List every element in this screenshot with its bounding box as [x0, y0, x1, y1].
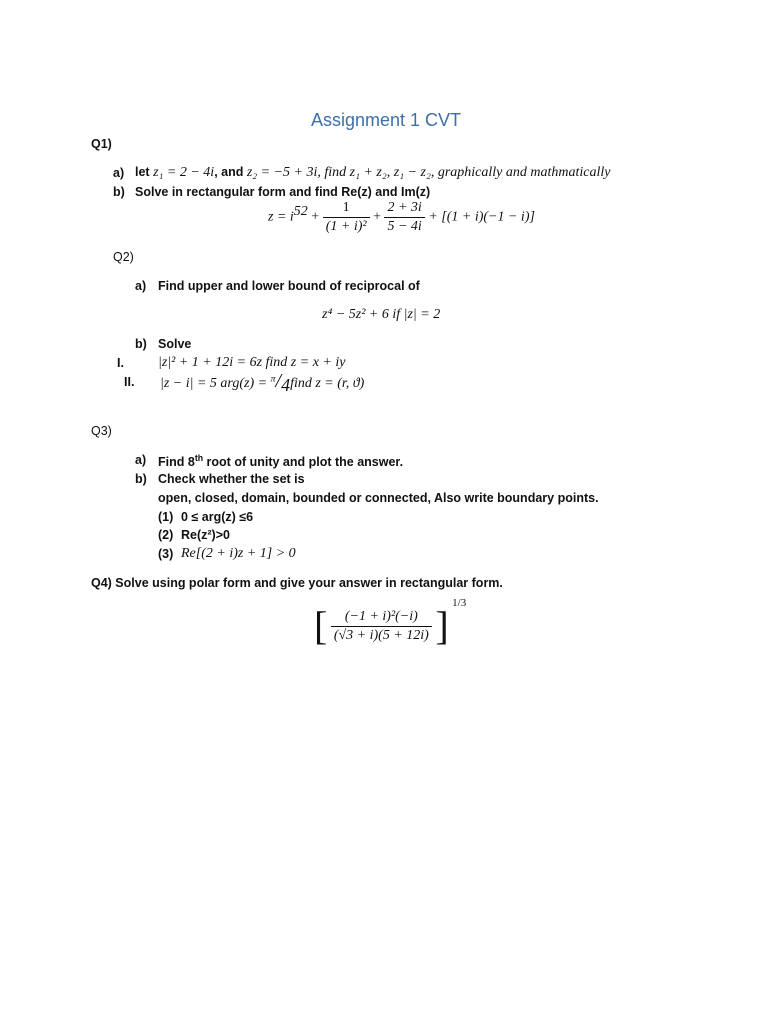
q2a-equation: z⁴ − 5z² + 6 if |z| = 2 [322, 307, 441, 322]
eq-plus-2: + [373, 209, 381, 225]
q1b-text: Solve in rectangular form and find Re(z) and Im(z) [135, 185, 431, 199]
fraction-1-num: 1 [323, 200, 370, 218]
q3-label: Q3) [91, 424, 112, 438]
q4-bracket-left: [ [314, 603, 328, 648]
q3-item1-marker: (1) [158, 510, 174, 524]
q1a-line [135, 165, 610, 181]
q2b-marker: b) [135, 337, 147, 351]
q3a-text-post: root of unity and plot the answer. [203, 455, 404, 470]
q2b-ii-equation [160, 370, 364, 396]
eq-lhs: z = i [268, 209, 294, 225]
eq-exp: 52 [293, 204, 308, 220]
q4-label: Q4) Solve using polar form and give your answer in rectangular form. [91, 576, 503, 590]
ii-four: 4 [281, 374, 291, 395]
q4-expression [314, 596, 467, 648]
q2b-text: Solve [158, 337, 192, 351]
q2b-i-marker: I. [117, 356, 124, 370]
q1a-math2: z₂ = −5 + 3i, find z₁ + z₂, z₁ − z₂, graphically and mathmatically [246, 165, 611, 180]
fraction-1 [323, 200, 370, 235]
fraction-2-num: 2 + 3i [384, 200, 424, 218]
ii-eq-pre: |z − i| = 5 arg(z) = [160, 376, 268, 391]
q4-bracket-right: ] [435, 603, 449, 648]
ii-slash: / [275, 370, 282, 392]
q3a-text [158, 453, 403, 469]
q4-fraction-num: (−1 + i)²(−i) [331, 609, 432, 627]
q3a-text-pre: Find 8 [158, 455, 195, 470]
q4-fraction-den: (√3 + i)(5 + 12i) [333, 627, 429, 643]
page-title: Assignment 1 CVT [311, 110, 462, 130]
q3b-marker: b) [135, 472, 147, 486]
eq-plus-1: + [311, 209, 320, 225]
q1a-math1: z₁ = 2 − 4i [153, 165, 215, 180]
fraction-2 [384, 200, 424, 235]
ii-eq-post: find z = (r, ϑ) [290, 376, 365, 391]
q4-fraction [331, 609, 432, 644]
eq-tail: + [(1 + i)(−1 − i)] [428, 209, 535, 225]
q2a-text: Find upper and lower bound of reciprocal of [158, 279, 420, 293]
q1a-and: , and [214, 165, 244, 179]
q3a-marker: a) [135, 453, 147, 467]
q1a-marker: a) [113, 166, 125, 180]
q2b-i-equation: |z|² + 1 + 12i = 6z find z = x + iy [158, 355, 346, 370]
q3a-sup: th [194, 453, 204, 463]
fraction-1-den: (1 + i)² [325, 219, 367, 234]
q3b-text-1: Check whether the set is [158, 472, 305, 486]
q3-item3-marker: (3) [158, 547, 174, 561]
q3-item1-text: 0 ≤ arg(z) ≤6 [181, 510, 254, 524]
q1a-let: let [135, 165, 150, 179]
q3b-text-2: open, closed, domain, bounded or connected, Also write boundary points. [158, 491, 599, 505]
q3-item3-text: Re[(2 + i)z + 1] > 0 [181, 546, 296, 561]
q1b-marker: b) [113, 185, 125, 199]
q3-item2-text: Re(z²)>0 [181, 528, 230, 542]
fraction-2-den: 5 − 4i [387, 219, 422, 234]
q4-exponent: 1/3 [452, 596, 467, 609]
q2b-ii-marker: II. [124, 375, 135, 389]
q3-item2-marker: (2) [158, 528, 174, 542]
q1b-equation [268, 200, 535, 235]
ii-pi: π [270, 373, 276, 385]
q1-label: Q1) [91, 137, 112, 151]
q2a-marker: a) [135, 279, 147, 293]
q2-label: Q2) [113, 250, 134, 264]
